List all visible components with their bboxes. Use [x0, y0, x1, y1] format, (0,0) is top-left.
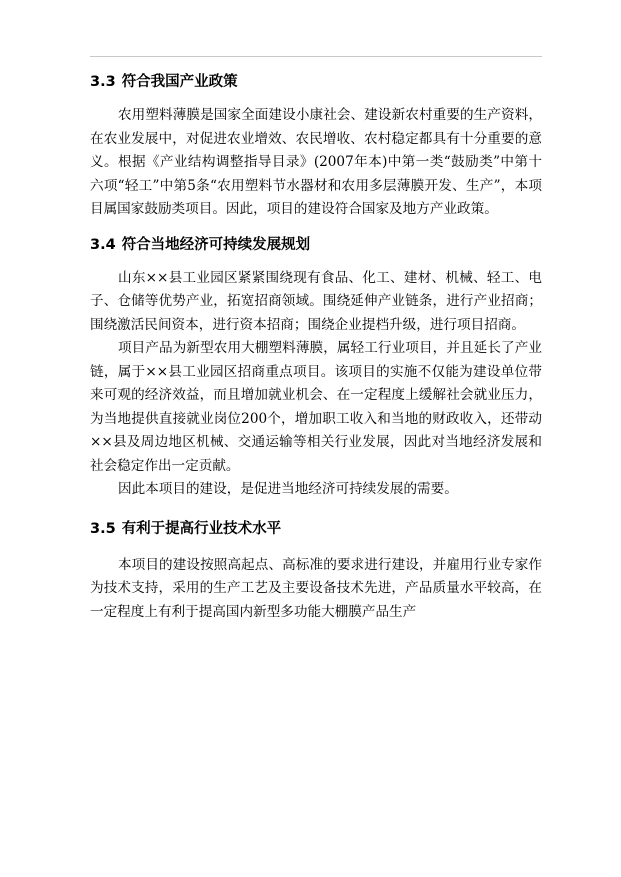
section-title: 有利于提高行业技术水平 [121, 520, 282, 537]
paragraph: 农用塑料薄膜是国家全面建设小康社会、建设新农村重要的生产资料，在农业发展中，对促进农业增效、农民增收、农村稳定都具有十分重要的意义。根据《产业结构调整指导目录》(2007年本)中第一类“鼓励类”中第十六项“轻工”中第5条“农用塑料节水器材和农用多层薄膜开发、生产”，本项目属国家鼓励类项目。因此，项目的建设符合国家及地方产业政策。 [90, 107, 542, 217]
section-title: 符合我国产业政策 [121, 74, 238, 90]
document-body [90, 71, 542, 624]
section-number: 3.5 [90, 520, 116, 537]
paragraph: 本项目的建设按照高起点、高标准的要求进行建设，并雇用行业专家作为技术支持，采用的生产工艺及主要设备技术先进，产品质量水平较高，在一定程度上有利于提高国内新型多功能大棚膜产品生产 [90, 556, 542, 620]
paragraph: 山东××县工业园区紧紧围绕现有食品、化工、建材、机械、轻工、电子、仓储等优势产业，拓宽招商领域。围绕延伸产业链条，进行产业招商；围绕激活民间资本，进行资本招商；围绕企业提档升级，进行项目招商。 [90, 269, 542, 333]
section-heading-3-3 [90, 71, 542, 93]
section-number: 3.3 [90, 74, 116, 90]
section-heading-3-5 [90, 518, 542, 540]
section-title: 符合当地经济可持续发展规划 [121, 236, 311, 253]
section-number: 3.4 [90, 236, 116, 253]
paragraph: 项目产品为新型农用大棚塑料薄膜，属轻工行业项目，并且延长了产业链，属于××县工业园区招商重点项目。该项目的实施不仅能为建设单位带来可观的经济效益，而且增加就业机会、在一定程度上缓解社会就业压力，为当地提供直接就业岗位200个，增加职工收入和当地的财政收入，还带动××县及周边地区机械、交通运输等相关行业发展，因此对当地经济发展和社会稳定作出一定贡献。 [90, 340, 542, 474]
section-heading-3-4 [90, 234, 542, 256]
page-header-rule [90, 56, 542, 57]
paragraph: 因此本项目的建设，是促进当地经济可持续发展的需要。 [118, 481, 458, 497]
